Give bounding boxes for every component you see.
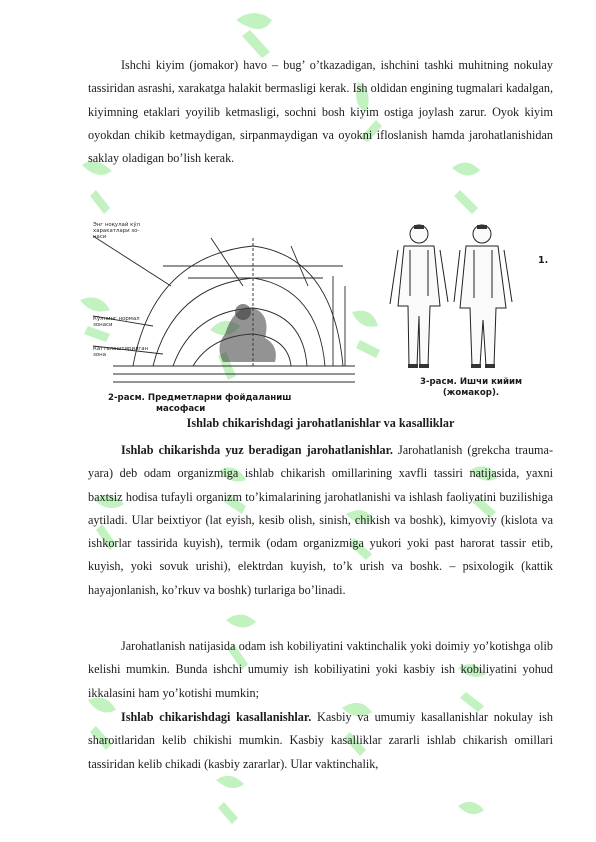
injuries-lead: Ishlab chikarishda yuz beradigan jarohatlanishlar. <box>121 443 393 457</box>
paragraph-diseases: Ishlab chikarishdagi kasallanishlar. Kasbiy va umumiy kasallanishlar nokulay ish sharoitlaridan kelib chikishi mumkin. Kasbiy kasalliklar zararli ishlab chikarish omillari taѕsiridan kelib chikadi (kasbiy zararlar). Ular vaktinchalik, <box>88 710 553 771</box>
annotation-uncomfortable-zone: Энг ноқулай кўл <box>93 222 140 228</box>
annotation-extended-zone: Катталаштирилган <box>93 346 149 352</box>
paragraph-injuries: Ishlab chikarishda yuz beradigan jarohatlanishlar. Jarohatlanish (grekcha trauma-yara) deb odam organizmiga ishlab chikarish omillarining xavfli taѕsiri natijasida, yaxni baxtsiz hodisa tufayli organizm to’kimalarining jarohatlanishi va ishlash faoliyatini buzilishiga aytiladi. Ular beixtiyor (lat eyish, kesib olish, sinish, chikish va boshk), kimyoviy (kislota va ishkorlar taѕsirida kuyish), termik (odam organizmiga yukori yoki past harorat taѕsir etib, kuyish, yoki sovuk urishi), elektrdan kuyish, to’k urish va boshk. – psixologik (kattik hayajonlanish, ko’rkuv va boshk) turlariga bo’linadi. <box>88 443 554 597</box>
figure-3-caption: 3-расм. Ишчи кийим (жомакор). <box>419 377 523 398</box>
figure-reach-zones <box>93 216 361 388</box>
svg-text:наси: наси <box>93 234 107 240</box>
figure-number-label: 1. <box>538 255 549 266</box>
svg-text:харакатлари зо-: харакатлари зо- <box>93 228 140 234</box>
annotation-normal-zone: Кўлнинг нормал <box>93 316 140 322</box>
svg-text:зонаси: зонаси <box>93 322 113 328</box>
diseases-lead: Ishlab chikarishdagi kasallanishlar. <box>121 710 312 724</box>
section-heading: Ishlab chikarishdagi jarohatlanishlar va kasalliklar <box>186 416 455 430</box>
figure-2-caption: 2-расм. Предметларни фойдаланиш масофаси <box>108 393 292 414</box>
paragraph-injury-consequences: Jarohatlanish natijasida odam ish kobiliyatini vaktinchalik yoki doimiy yo’kotishga olib kelishi mumkin. Bunda ishchi umumiy ish kobiliyatini yoki kasbiy ish kobiliyatini yohud ikkalasini ham yo’kotishi mumkin; <box>88 639 553 700</box>
figure-work-clothing <box>384 216 524 378</box>
paragraph-work-clothing: Ishchi kiyim (jomakor) havo – bug’ o’tkazadigan, ishchini tashki muhitning nokulay taѕsiridan asrashi, xarakatga halakit bermasligi kerak. Ish oldidan engining tugmalari kadalgan, kiyimning etaklari yoyilib ketmasligi, sochni bosh kiyim ostiga joylash zarur. Oyok kiyim oyokdan chikib ketmaydigan, sirpanmaydigan va oyokni ifloslanish hamda jarohatlanishidan saklay oladigan bo’lish kerak. <box>88 58 553 166</box>
svg-text:зона: зона <box>93 352 106 358</box>
